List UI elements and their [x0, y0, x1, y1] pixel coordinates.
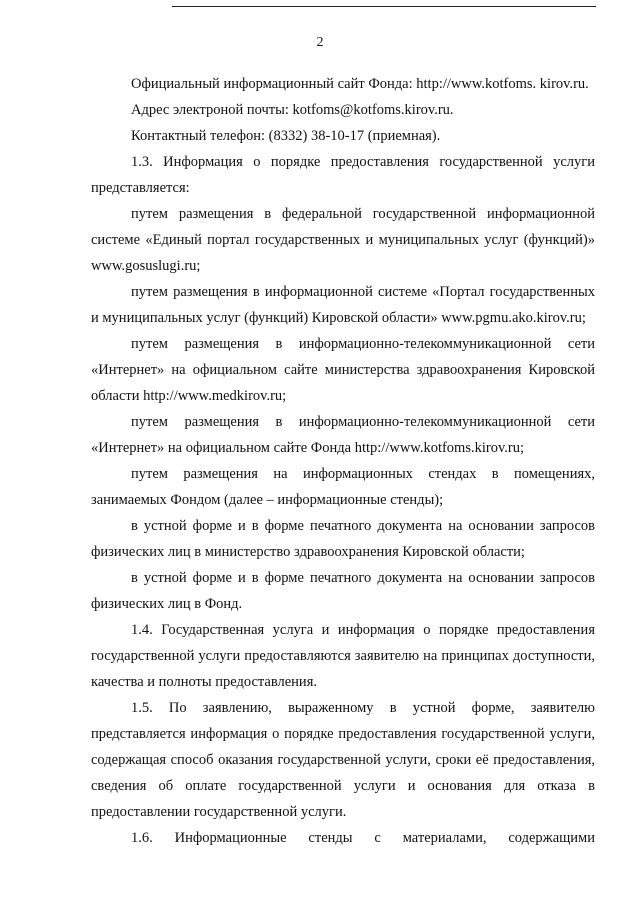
paragraph-medkirov: путем размещения в информационно-телекоммуникационной сети «Интернет» на официальном сайте министерства здравоохранения Кировской области http://www.medkirov.ru; — [91, 336, 595, 404]
paragraph-1-3: 1.3. Информация о порядке предоставления государственной услуги представляется: — [91, 154, 595, 196]
paragraph-1-5: 1.5. По заявлению, выраженному в устной форме, заявителю представляется информация о порядке предоставления государственной услуги, содержащая способ оказания государственной услуги, сроки её предоставления, сведения об оплате государственной услуги и основания для отказа в предоставлении государственной услуги. — [91, 700, 595, 820]
paragraph-phone: Контактный телефон: (8332) 38-10-17 (приемная). — [131, 128, 441, 144]
paragraph-kotfoms-site: путем размещения в информационно-телекоммуникационной сети «Интернет» на официальном сайте Фонда http://www.kotfoms.kirov.ru; — [91, 414, 595, 456]
paragraph-pgmu: путем размещения в информационной системе «Портал государственных и муниципальных услуг (функций) Кировской области» www.pgmu.ako.kirov.ru; — [91, 284, 595, 326]
paragraph-1-4: 1.4. Государственная услуга и информация о порядке предоставления государственной услуги предоставляются заявителю на принципах доступности, качества и полноты предоставления. — [91, 622, 595, 690]
paragraph-fund-requests: в устной форме и в форме печатного документа на основании запросов физических лиц в Фонд. — [91, 570, 595, 612]
top-rule — [172, 6, 596, 7]
document-body — [91, 71, 595, 851]
paragraph-email: Адрес электроной почты: kotfoms@kotfoms.kirov.ru. — [131, 102, 454, 118]
paragraph-info-stands: путем размещения на информационных стендах в помещениях, занимаемых Фондом (далее – информационные стенды); — [91, 466, 595, 508]
page-number: 2 — [316, 35, 324, 50]
paragraph-website: Официальный информационный сайт Фонда: http://www.kotfoms. kirov.ru. — [131, 76, 589, 92]
paragraph-1-6: 1.6. Информационные стенды с материалами, содержащими — [131, 830, 595, 846]
paragraph-ministry-requests: в устной форме и в форме печатного документа на основании запросов физических лиц в министерство здравоохранения Кировской области; — [91, 518, 595, 560]
paragraph-gosuslugi: путем размещения в федеральной государственной информационной системе «Единый портал государственных и муниципальных услуг (функций)» www.gosuslugi.ru; — [91, 206, 595, 274]
